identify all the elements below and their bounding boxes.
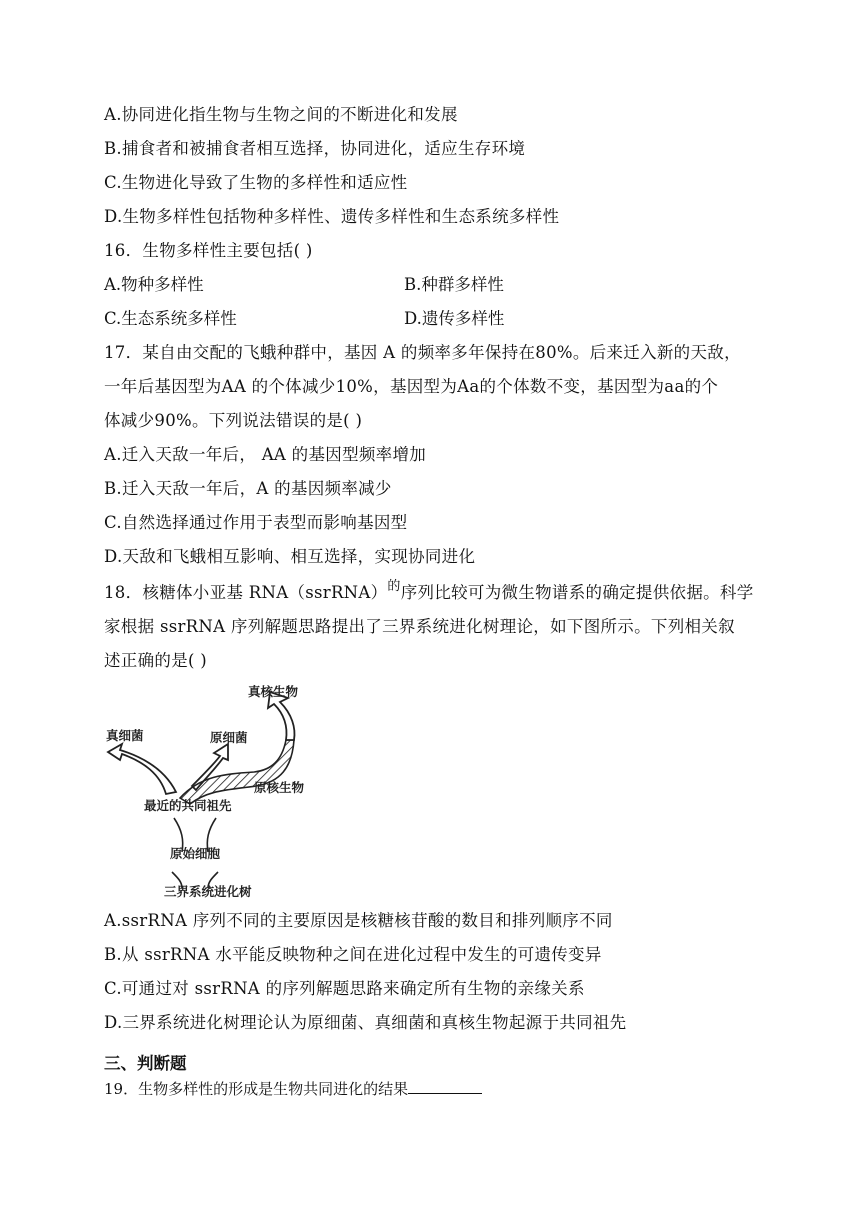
- q18-option-a: A.ssrRNA 序列不同的主要原因是核糖核苷酸的数目和排列顺序不同: [104, 911, 613, 930]
- q17-option-a: A.迁入天敌一年后， AA 的基因型频率增加: [104, 445, 427, 464]
- q18-option-d: D.三界系统进化树理论认为原细菌、真细菌和真核生物起源于共同祖先: [104, 1013, 627, 1032]
- q16-stem: 16．生物多样性主要包括( ): [104, 241, 313, 260]
- q17-stem-line2: 一年后基因型为AA 的个体减少10%，基因型为Aa的个体数不变，基因型为aa的个: [104, 377, 719, 396]
- q18-option-b: B.从 ssrRNA 水平能反映物种之间在进化过程中发生的可遗传变异: [104, 945, 602, 964]
- q15-option-a: A.协同进化指生物与生物之间的不断进化和发展: [104, 105, 458, 124]
- label-protocell: 原始细胞: [170, 846, 221, 861]
- q15-option-c: C.生物进化导致了生物的多样性和适应性: [104, 173, 408, 192]
- q18-stem-line2: 家根据 ssrRNA 序列解题思路提出了三界系统进化树理论，如下图所示。下列相关叙: [104, 617, 735, 636]
- q19-text: 19．生物多样性的形成是生物共同进化的结果: [104, 1080, 409, 1098]
- q15-option-b: B.捕食者和被捕食者相互选择，协同进化，适应生存环境: [104, 139, 526, 158]
- q18-stem-line3: 述正确的是( ): [104, 651, 208, 670]
- label-prokaryote: 原核生物: [254, 780, 305, 795]
- label-eukaryote: 真核生物: [248, 684, 299, 699]
- eukaryote-branch-arrow: [268, 692, 294, 740]
- q15-option-d: D.生物多样性包括物种多样性、遗传多样性和生态系统多样性: [104, 207, 560, 226]
- q18-stem-line1-pre: 18．核糖体小亚基 RNA（ssrRNA）: [104, 583, 388, 602]
- q17-option-c: C.自然选择通过作用于表型而影响基因型: [104, 513, 408, 532]
- q16-option-d: D.遗传多样性: [404, 309, 505, 328]
- q18-option-c: C.可通过对 ssrRNA 的序列解题思路来确定所有生物的亲缘关系: [104, 979, 585, 998]
- q18-stem-superscript: 的: [387, 579, 401, 594]
- q17-option-b: B.迁入天敌一年后，A 的基因频率减少: [104, 479, 392, 498]
- label-eubacteria: 真细菌: [106, 728, 144, 743]
- q16-option-b: B.种群多样性: [404, 275, 504, 294]
- eubacteria-branch-arrow: [108, 744, 176, 794]
- section-heading-true-false: 三、判断题: [104, 1054, 187, 1073]
- q16-option-c: C.生态系统多样性: [104, 309, 237, 328]
- label-common-ancestor: 最近的共同祖先: [144, 798, 232, 813]
- q18-stem-line1-post: 序列比较可为微生物谱系的确定提供依据。科学: [400, 583, 754, 602]
- label-archaea: 原细菌: [210, 730, 248, 745]
- q18-stem-line1: [104, 579, 754, 606]
- q17-stem-line3: 体减少90%。下列说法错误的是( ): [104, 411, 363, 430]
- q16-option-a: A.物种多样性: [104, 275, 204, 294]
- q19-stem: [104, 1078, 482, 1099]
- phylogenetic-tree-figure: [104, 680, 324, 902]
- q17-stem-line1: 17．某自由交配的飞蛾种群中，基因 A 的频率多年保持在80%。后来迁入新的天敌，: [104, 343, 741, 362]
- q17-option-d: D.天敌和飞蛾相互影响、相互选择，实现协同进化: [104, 547, 476, 566]
- figure-caption: 三界系统进化树: [164, 884, 252, 899]
- q19-answer-blank[interactable]: [408, 1079, 482, 1094]
